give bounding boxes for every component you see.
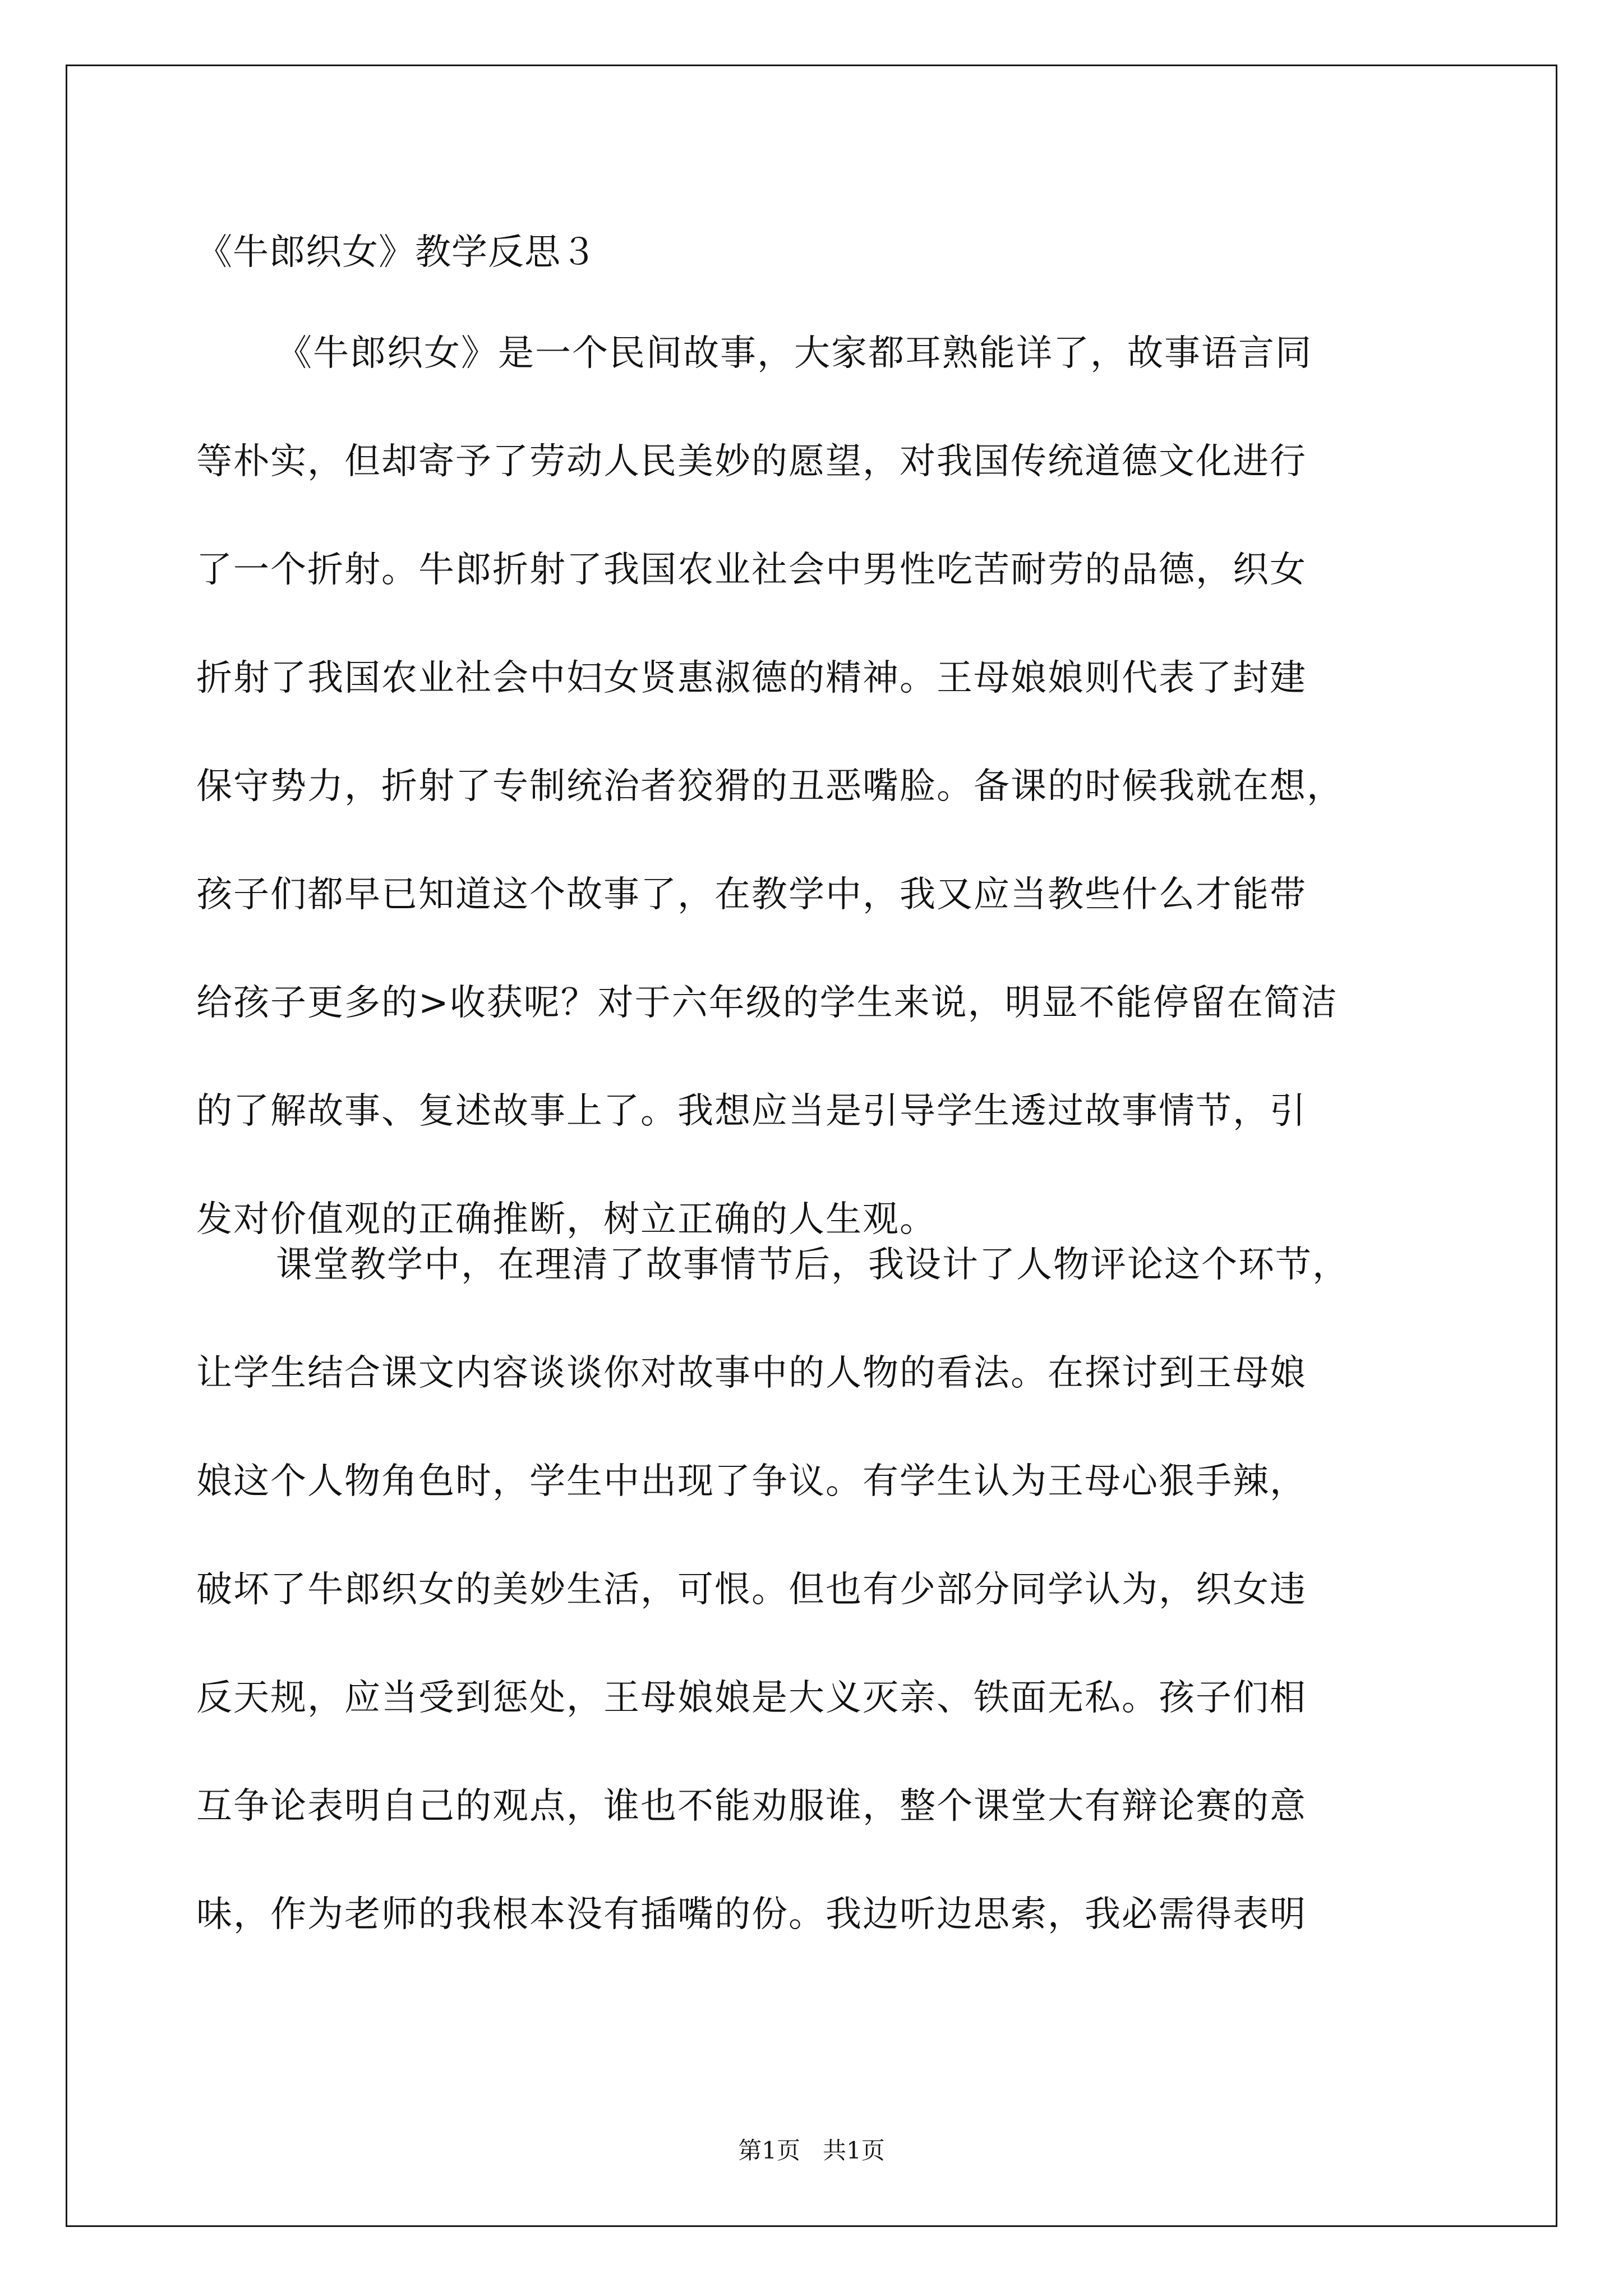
- paragraph-line: 《牛郎织女》是一个民间故事，大家都耳熟能详了，故事语言同: [276, 333, 1312, 374]
- paragraph-line: 折射了我国农业社会中妇女贤惠淑德的精神。王母娘娘则代表了封建: [196, 657, 1307, 699]
- paragraph-line: 课堂教学中，在理清了故事情节后，我设计了人物评论这个环节，: [276, 1244, 1349, 1286]
- paragraph-line: 互争论表明自己的观点，谁也不能劝服谁，整个课堂大有辩论赛的意: [196, 1786, 1307, 1827]
- paragraph-line: 孩子们都早已知道这个故事了，在教学中，我又应当教些什么才能带: [196, 874, 1307, 915]
- page-number-footer: 第1页 共1页: [738, 2137, 885, 2164]
- document-title: 《牛郎织女》教学反思３: [196, 232, 597, 273]
- paragraph-line: 保守势力，折射了专制统治者狡猾的丑恶嘴脸。备课的时候我就在想，: [196, 766, 1344, 807]
- paragraph-line: 反天规，应当受到惩处，王母娘娘是大义灭亲、铁面无私。孩子们相: [196, 1677, 1307, 1719]
- paragraph-line: 让学生结合课文内容谈谈你对故事中的人物的看法。在探讨到王母娘: [196, 1352, 1307, 1394]
- paragraph-2: [196, 1240, 1430, 1998]
- paragraph-line: 等朴实，但却寄予了劳动人民美妙的愿望，对我国传统道德文化进行: [196, 441, 1307, 482]
- paragraph-line: 了一个折射。牛郎折射了我国农业社会中男性吃苦耐劳的品德，织女: [196, 549, 1307, 591]
- paragraph-line: 娘这个人物角色时，学生中出现了争议。有学生认为王母心狠手辣，: [196, 1461, 1307, 1502]
- paragraph-line: 的了解故事、复述故事上了。我想应当是引导学生透过故事情节，引: [196, 1091, 1307, 1132]
- paragraph-line: 给孩子更多的>收获呢？对于六年级的学生来说，明显不能停留在简洁: [196, 982, 1338, 1024]
- paragraph-line: 破坏了牛郎织女的美妙生活，可恨。但也有少部分同学认为，织女违: [196, 1569, 1307, 1611]
- paragraph-1: [196, 328, 1430, 1303]
- paragraph-line: 发对价值观的正确推断，树立正确的人生观。: [196, 1199, 937, 1240]
- paragraph-line: 味，作为老师的我根本没有插嘴的份。我边听边思索，我必需得表明: [196, 1894, 1307, 1935]
